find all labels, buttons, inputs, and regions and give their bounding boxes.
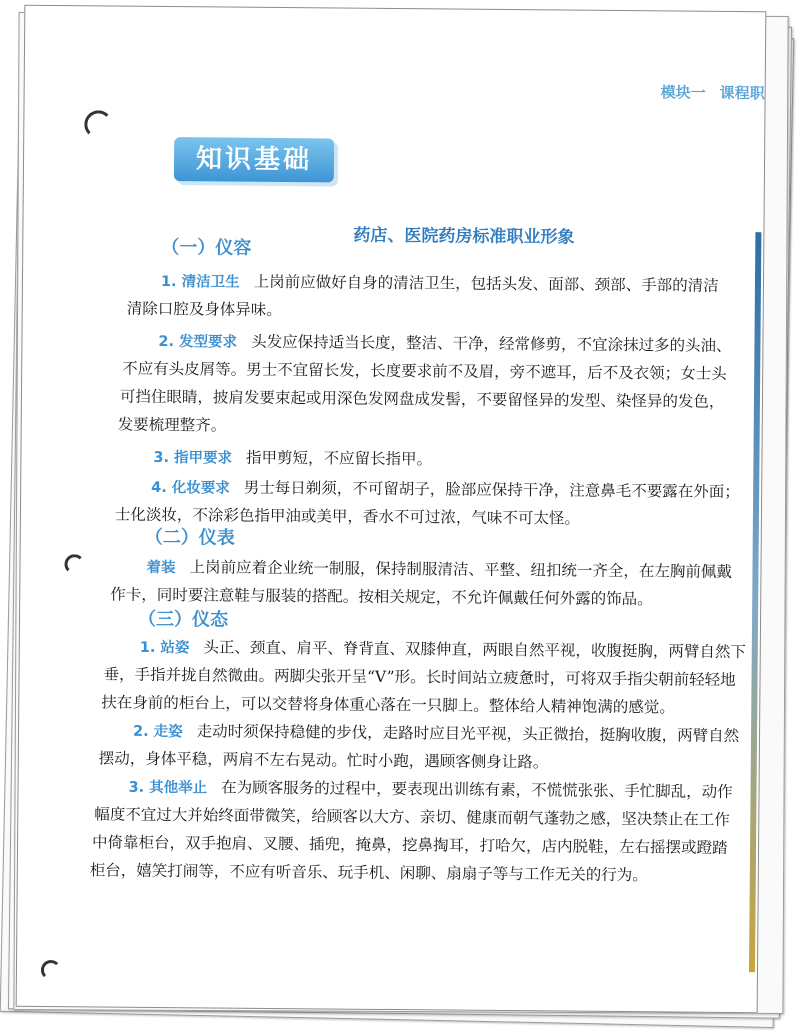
text: 不应有头皮屑等。男士不宜留长发，长度要求前不及眉，旁不遮耳，后不及衣领；女士头 (122, 359, 727, 383)
text: 垂，手指并拢自然微曲。两脚尖张开呈“V”形。长时间站立疲惫时，可将双手指尖朝前轻轻地 (103, 665, 736, 690)
text: 发要梳理整齐。 (117, 415, 227, 435)
text: 中倚靠柜台，双手抱肩、叉腰、插兜，掩鼻，挖鼻掏耳，打哈欠，店内脱鞋，左右摇摆或蹬踏 (92, 833, 728, 857)
text: 指甲剪短，不应留长指甲。 (246, 448, 433, 469)
paragraph-line (161, 269, 719, 296)
item-label: 2. 走姿 (132, 723, 183, 741)
item-label: 3. 其他举止 (128, 779, 208, 797)
text: 扶在身前的柜台上，可以交替将身体重心落在一只脚上。整体给人精神饱满的感觉。 (101, 693, 675, 717)
knowledge-badge (174, 137, 334, 182)
text: 走动时须保持稳健的步伐，走路时应目光平视，头正微抬，挺胸收腹，两臂自然 (196, 722, 740, 746)
text: 作卡，同时要注意鞋与服装的搭配。按相关规定，不允许佩戴任何外露的饰品。 (110, 585, 653, 609)
text: 可挡住眼睛，披肩发要束起或用深色发网盘成发髻，不要留怪异的发型、染怪异的发色， (119, 387, 725, 411)
text: 清除口腔及身体异味。 (126, 299, 282, 320)
item-label: 1. 站姿 (139, 639, 190, 657)
text: 士化淡妆，不涂彩色指甲油或美甲，香水不可过浓，气味不可太怪。 (114, 505, 581, 528)
paragraph-line (140, 635, 746, 662)
text: 在为顾客服务的过程中，要表现出训练有素，不慌慌张张、手忙脚乱，动作 (221, 778, 733, 801)
text: 头发应保持适当长度，整洁、干净，经常修剪，不宜涂抹过多的头油、 (251, 332, 732, 355)
paragraph-line (101, 690, 675, 717)
item-label: 1. 清洁卫生 (160, 273, 240, 291)
binder-hole-top (84, 110, 112, 138)
paragraph-line (153, 445, 432, 469)
paragraph-line (90, 858, 648, 885)
binder-hole-middle (64, 554, 84, 574)
header-module: 模块一 (660, 83, 706, 102)
paragraph-line (118, 413, 227, 436)
badge-label: 知识基础 (195, 144, 313, 176)
paragraph-line (99, 746, 549, 772)
text: 上岗前应着企业统一制服，保持制服清洁、平整、纽扣统一齐全，在左胸前佩戴 (189, 558, 733, 581)
section-heading-manner: （三）仪态 (137, 608, 229, 631)
item-label: 4. 化妆要求 (151, 479, 230, 497)
text: 头正、颈直、肩平、脊背直、双膝伸直，两眼自然平视，收腹挺胸，两臂自然下 (203, 638, 747, 662)
paragraph-line (94, 802, 730, 830)
text: 柜台，嬉笑打闹等，不应有听音乐、玩手机、闲聊、扇扇子等与工作无关的行为。 (89, 861, 648, 885)
paragraph-line (146, 555, 732, 582)
paragraph-line (133, 719, 739, 746)
text: 男士每日剃须，不可留胡子，脸部应保持干净，注意鼻毛不要露在外面； (243, 478, 740, 502)
paragraph-line (122, 357, 727, 384)
paragraph-line (151, 475, 740, 502)
section-heading-attire: （二）仪表 (144, 526, 235, 549)
section-heading-appearance: （一）仪容 (161, 236, 252, 259)
header-section: 课程职 (719, 83, 765, 103)
paragraph-line (120, 385, 725, 412)
paragraph-line (127, 297, 282, 320)
document-page (16, 5, 767, 1013)
paragraph-line (128, 775, 732, 802)
running-header (661, 81, 765, 103)
item-label: 着装 (146, 559, 176, 577)
paragraph-line (92, 830, 728, 858)
text: 摆动，身体平稳，两肩不左右晃动。忙时小跑，遇顾客侧身让路。 (98, 749, 549, 772)
paragraph-line (103, 662, 735, 690)
item-label: 3. 指甲要求 (153, 449, 233, 467)
page-title: 药店、医院药房标准职业形象 (353, 225, 575, 248)
item-label: 2. 发型要求 (158, 333, 238, 351)
paragraph-line (158, 329, 731, 356)
text: 上岗前应做好自身的清洁卫生，包括头发、面部、颈部、手部的清洁 (253, 272, 719, 295)
binder-hole-bottom (41, 960, 61, 980)
text: 幅度不宜过大并始终面带微笑，给顾客以大方、亲切、健康而朝气蓬勃之感，坚决禁止在工作 (94, 805, 730, 829)
